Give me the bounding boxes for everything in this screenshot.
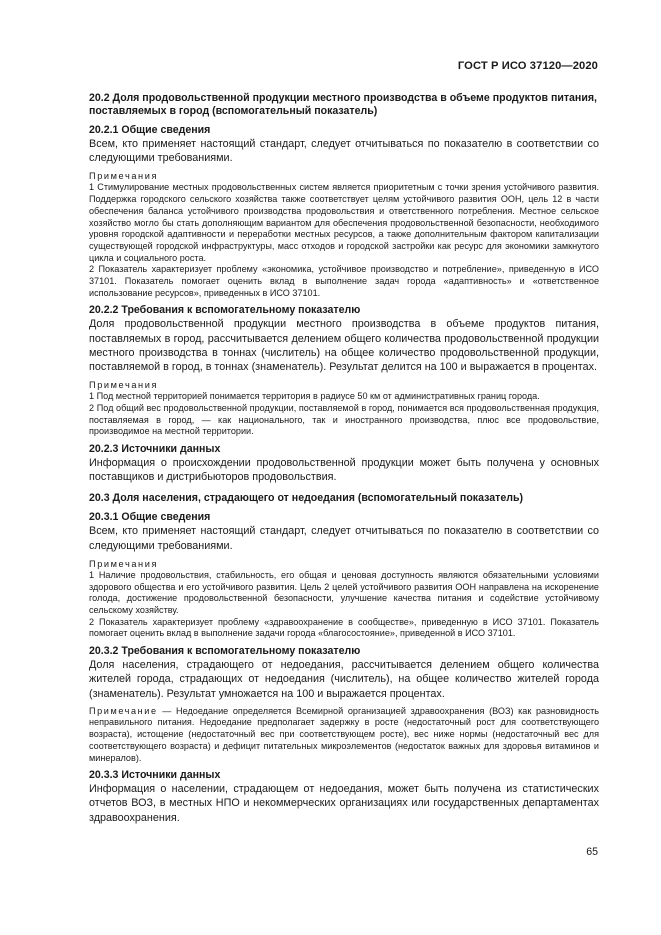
notes-label: Примечания (89, 380, 159, 391)
note-20-3-2 (89, 706, 599, 765)
notes-label: Примечания (89, 171, 159, 182)
note-20-2-2-2: 2 Под общий вес продовольственной продукции, поставляемой в город, понимается вся продовольственная продукция, поставляемая в город, — как национального, так и иностранного производства, плюс все продовольствие, производимое на местной территории. (89, 402, 599, 437)
section-20-2-3-title: 20.2.3 Источники данных (89, 443, 221, 456)
section-20-3-2-title: 20.3.2 Требования к вспомогательному показателю (89, 645, 361, 658)
section-20-2-3-text: Информация о происхождении продовольственной продукции может быть получена у основных поставщиков и дистрибьюторов продовольствия. (89, 457, 599, 484)
section-20-3-3-title: 20.3.3 Источники данных (89, 769, 221, 782)
notes-label: Примечания (89, 558, 159, 569)
section-20-3-3-text: Информация о населении, страдающем от недоедания, может быть получена из статистических отчетов ВОЗ, в местных НПО и некоммерческих организациях или государственных департаментах здравоохранения. (89, 783, 599, 824)
section-20-3-1-title: 20.3.1 Общие сведения (89, 511, 211, 524)
note-20-3-1-1: 1 Наличие продовольствия, стабильность, его общая и ценовая доступность являются обязательными условиями здорового общества и его устойчивого развития. Цель 2 целей устойчивого развития ООН направлена на искоренение голода, достижение продовольственной безопасности, улучшение качества питания и содействие устойчивому сельскому хозяйству. (89, 569, 599, 615)
note-label: Примечание (89, 705, 158, 716)
section-20-3-2-text: Доля населения, страдающего от недоедания, рассчитывается делением общего количества жителей города, страдающих от недоедания (числитель), на общее количество жителей города (знаменатель). Результат умножается на 100 и выражается процентах. (89, 659, 599, 700)
section-20-2-2-text: Доля продовольственной продукции местного производства в объеме продуктов питания, поставляемых в город, рассчитывается делением общего количества продовольственной продукции местного производства в тоннах (числитель) на общее количество продовольственной продукции, поставляемой в город, в тоннах (знаменатель). Результат делится на 100 и выражается в процентах. (89, 318, 599, 374)
section-20-2-2-title: 20.2.2 Требования к вспомогательному показателю (89, 304, 361, 317)
section-20-2-1-title: 20.2.1 Общие сведения (89, 124, 211, 136)
note-20-2-2-1: 1 Под местной территорией понимается территория в радиусе 50 км от административных границ города. (89, 391, 540, 402)
section-20-3-1-text: Всем, кто применяет настоящий стандарт, следует отчитываться по показателю в соответствии со следующими требованиями. (89, 525, 599, 552)
note-20-2-1-1: 1 Стимулирование местных продовольственных систем является приоритетным с точки зрения устойчивого развития. Поддержка городского сельского хозяйства также соответствует целям устойчивого развития ООН, цель 12 в части обеспечения баланса устойчивого производства продовольствия и ответственного потребления. Местное сельское хозяйство могло бы стать дополняющим вариантом для обеспечения продовольственной безопасности, необходимого уровня городской адаптивности и переработки местных ресурсов, а также дополнительным фактором капитализации существующей городской инфраструктуры, масс отходов и городской застройки как ресурс для экономики замкнутого цикла и социального роста. (89, 182, 599, 263)
note-text: — Недоедание определяется Всемирной организацией здравоохранения (ВОЗ) как разновидность неправильного питания. Недоедание предполагает задержку в росте (недостаточный рост для соответствующего возраста), истощение (недостаточный вес при соответствующем росте), вес ниже нормы (недостаточный вес для соответствующего возраста) и дефицит питательных микроэлементов (недостаток важных для здоровья витаминов и минералов). (89, 705, 599, 763)
page-content (89, 92, 599, 830)
section-20-2-title: 20.2 Доля продовольственной продукции местного производства в объеме продуктов питания, поставляемых в город (вспомогательный показатель) (89, 92, 597, 117)
section-20-2-1-text: Всем, кто применяет настоящий стандарт, следует отчитываться по показателю в соответствии со следующими требованиями. (89, 138, 599, 165)
page-number: 65 (586, 846, 598, 858)
standard-header: ГОСТ Р ИСО 37120—2020 (457, 60, 598, 72)
note-20-3-1-2: 2 Показатель характеризует проблему «здравоохранение в сообществе», приведенную в ИСО 37101. Показатель помогает оценить вклад в выполнение задачи города «благосостояние», приведенной в ИСО 37101. (89, 616, 599, 639)
section-20-3-title: 20.3 Доля населения, страдающего от недоедания (вспомогательный показатель) (89, 492, 523, 505)
note-20-2-1-2: 2 Показатель характеризует проблему «экономика, устойчивое производство и потребление», приведенную в ИСО 37101. Показатель помогает оценить вклад в выполнение задач города «адаптивность» и «ответственное использование ресурсов», приведенных в ИСО 37101. (89, 264, 599, 298)
